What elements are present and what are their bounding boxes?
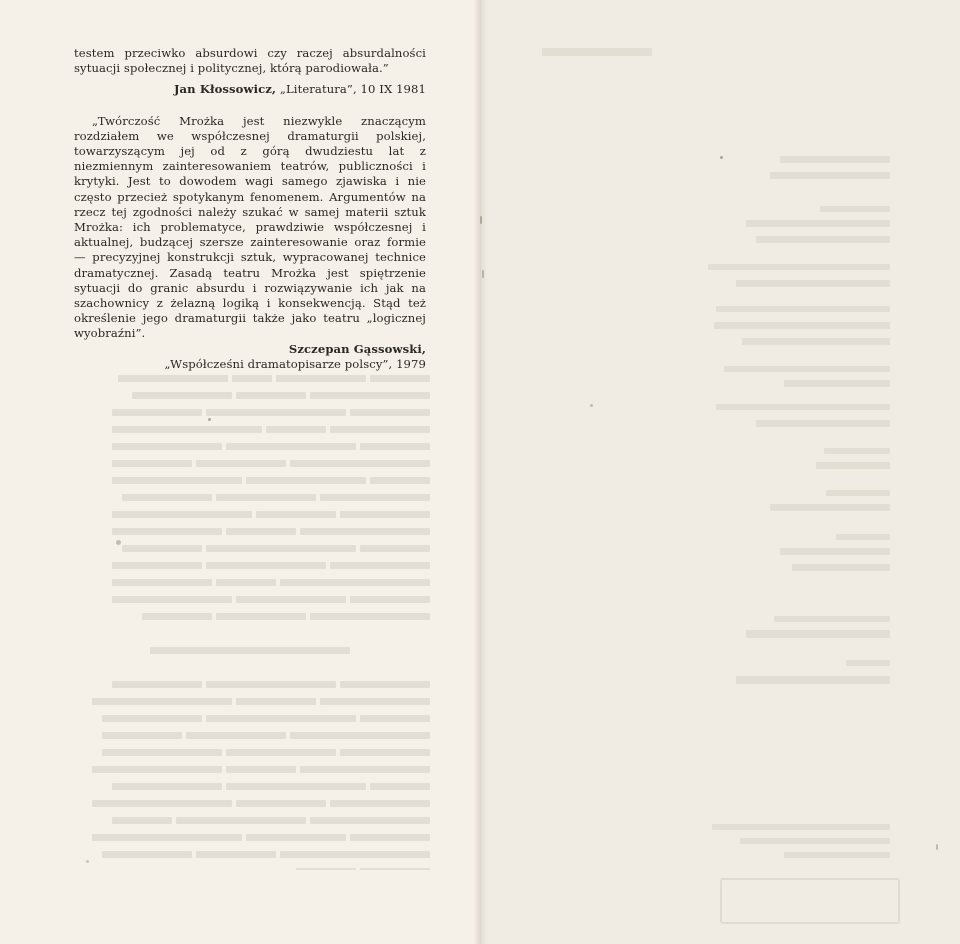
ghost-line — [770, 504, 890, 511]
scan-speck — [720, 156, 723, 159]
attribution-2-author: Szczepan Gąssowski, — [288, 341, 426, 356]
ghost-line — [746, 220, 890, 227]
ghost-line — [714, 322, 890, 329]
ghost-line — [780, 548, 890, 555]
scan-speck — [936, 844, 938, 850]
ghost-line — [542, 48, 652, 56]
spacer — [74, 98, 426, 114]
ghost-line — [784, 380, 890, 387]
scan-speck — [86, 860, 89, 863]
ghost-line — [820, 206, 890, 212]
ghost-line — [708, 264, 890, 270]
ghost-line — [746, 630, 890, 638]
ghost-line — [756, 420, 890, 427]
attribution-1-author: Jan Kłossowicz, — [173, 82, 277, 97]
ghost-line — [836, 534, 890, 540]
ghost-line — [736, 280, 890, 287]
scan-speck — [208, 418, 211, 421]
ghost-line — [816, 462, 890, 469]
attribution-1-source: „Literatura”, 10 IX 1981 — [279, 82, 426, 97]
quote-paragraph-1: testem przeciwko absurdowi czy raczej absurdalności sytuacji społecznej i politycznej, którą parodiowała.” — [74, 46, 426, 76]
ghost-stamp — [720, 878, 900, 924]
attribution-1 — [74, 82, 426, 97]
ghost-line — [792, 564, 890, 571]
attribution-2-source: „Współcześni dramatopisarze polscy”, 1979 — [164, 356, 426, 371]
ghost-line — [774, 616, 890, 622]
ghost-line — [784, 852, 890, 858]
main-text-block — [74, 46, 426, 372]
bleed-through-text — [70, 370, 430, 870]
book-gutter — [474, 0, 488, 944]
ghost-line — [742, 338, 890, 345]
ghost-line — [770, 172, 890, 179]
quote-paragraph-2: „Twórczość Mrożka jest niezwykle znaczącym rozdziałem we współczesnej dramaturgii polskiej, towarzyszącym jej od z górą dwudziestu lat z niezmiennym zainteresowaniem teatrów, publiczności i krytyki. Jest to dowodem wagi samego zjawiska i nie często przecież spotykanym fenomenem. Argumentów na rzecz tej zgodności należy szukać w samej materii sztuk Mrożka: ich problematyce, prawdziwie współczesnej i aktualnej, budzącej szersze zainteresowanie oraz formie — precyzyjnej konstrukcji sztuk, wypracowanej technice dramatycznej. Zasadą teatru Mrożka jest spiętrzenie sytuacji do granic absurdu i rozwiązywanie ich jak na szachownicy z żelazną logiką i konsekwencją. Stąd też określenie jego dramaturgii także jako teatru „logicznej wyobraźni”. — [74, 113, 426, 341]
ghost-line — [724, 366, 890, 372]
ghost-line — [824, 448, 890, 454]
ghost-line — [780, 156, 890, 163]
scan-speck — [116, 540, 121, 545]
ghost-line — [716, 306, 890, 312]
ghost-line — [736, 676, 890, 684]
ghost-line — [716, 404, 890, 410]
right-page — [480, 0, 960, 944]
ghost-line — [712, 824, 890, 830]
ghost-line — [826, 490, 890, 496]
scan-speck — [590, 404, 593, 407]
ghost-line — [756, 236, 890, 243]
ghost-line — [740, 838, 890, 844]
ghost-line — [846, 660, 890, 666]
